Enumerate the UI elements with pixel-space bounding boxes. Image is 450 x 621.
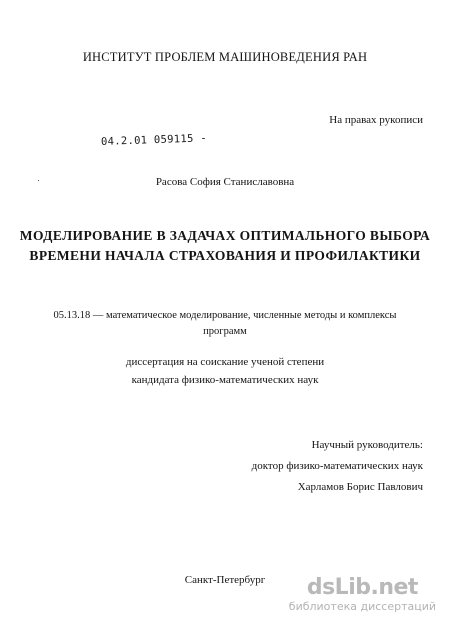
manuscript-note: На правах рукописи bbox=[329, 114, 423, 126]
supervisor-degree: доктор физико-математических наук bbox=[251, 460, 423, 472]
degree-line: диссертация на соискание ученой степени bbox=[125, 356, 325, 368]
specialty-line: программ bbox=[203, 326, 247, 337]
specialty-line: 05.13.18 — математическое моделирование, численные методы и комплексы bbox=[53, 310, 397, 321]
supervisor-block bbox=[252, 435, 423, 498]
degree bbox=[0, 353, 450, 389]
supervisor-name: Харламов Борис Павлович bbox=[297, 481, 423, 493]
specialty bbox=[0, 308, 450, 340]
author-name: Расова София Станиславовна bbox=[155, 176, 295, 188]
degree-line: кандидата физико-математических наук bbox=[131, 374, 319, 386]
title-line: ВРЕМЕНИ НАЧАЛА СТРАХОВАНИЯ И ПРОФИЛАКТИКИ bbox=[29, 248, 421, 263]
archive-stamp: 04.2.01 059115 - bbox=[100, 132, 208, 148]
institute-name: ИНСТИТУТ ПРОБЛЕМ МАШИНОВЕДЕНИЯ РАН bbox=[82, 50, 368, 64]
supervisor-label: Научный руководитель: bbox=[311, 439, 423, 451]
city: Санкт-Петербург bbox=[184, 574, 266, 586]
watermark-subtitle: библиотека диссертаций bbox=[288, 600, 436, 613]
title-line: МОДЕЛИРОВАНИЕ В ЗАДАЧАХ ОПТИМАЛЬНОГО ВЫБОРА bbox=[19, 228, 431, 243]
dissertation-title bbox=[0, 226, 450, 266]
watermark-logo: dsLib.net bbox=[306, 575, 418, 600]
watermark bbox=[289, 576, 436, 613]
